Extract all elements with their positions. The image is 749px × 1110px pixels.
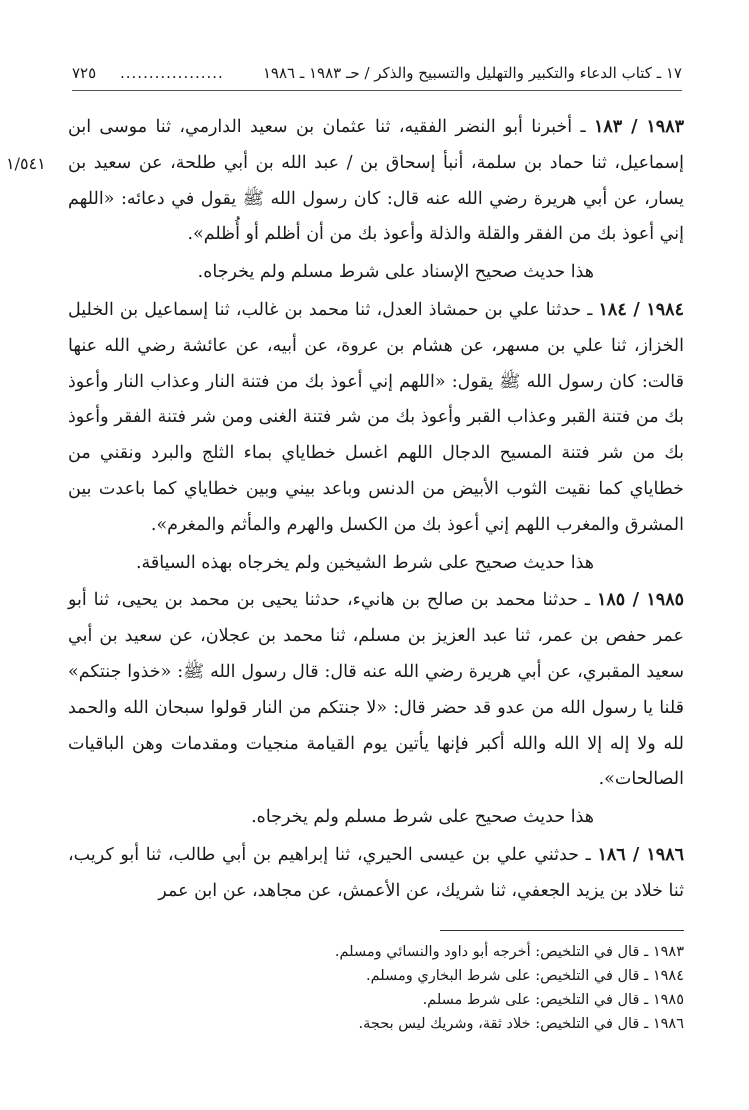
footnote: ١٩٨٦ ـ قال في التلخيص: خلاد ثقة، وشريك ليس بحجة. (358, 1016, 684, 1032)
hadith-verdict: هذا حديث صحيح الإسناد على شرط مسلم ولم يخرجاه. (197, 262, 594, 283)
page-number: ٧٢٥ (72, 64, 97, 82)
footnote: ١٩٨٣ ـ قال في التلخيص: أخرجه أبو داود والنسائي ومسلم. (334, 944, 684, 960)
footnotes (68, 940, 684, 1036)
hadith-text: ـ أخبرنا أبو النضر الفقيه، ثنا عثمان بن سعيد الدارمي، ثنا موسى ابن إسماعيل، ثنا حماد بن سلمة، أنبأ إسحاق بن / عبد الله بن أبي طلحة، عن سعيد بن يسار، عن أبي هريرة رضي الله عنه قال: كان رسول الله ﷺ يقول في دعائه: «اللهم إني أعوذ بك من الفقر والقلة والذلة وأعوذ بك من أن أظلم أو أُظلم». (68, 117, 684, 245)
hadith-text: ـ حدثني علي بن عيسى الحيري، ثنا إبراهيم بن أبي طالب، ثنا أبو كريب، ثنا خلاد بن يزيد الجعفي، ثنا شريك، عن الأعمش، عن مجاهد، عن ابن عمر (68, 844, 684, 901)
hadith-number: ١٩٨٦ / ١٨٦ (597, 844, 684, 865)
main-text (68, 110, 684, 910)
header-leader-dots: .................. (120, 64, 224, 82)
hadith-number: ١٩٨٤ / ١٨٤ (598, 299, 684, 320)
hadith-paragraph (68, 838, 684, 910)
hadith-text: ـ حدثنا علي بن حمشاذ العدل، ثنا محمد بن غالب، ثنا إسماعيل بن الخليل الخزاز، ثنا علي بن مسهر، عن هشام بن عروة، عن أبيه، عن عائشة رضي الله عنها قالت: كان رسول الله ﷺ يقول: «اللهم إني أعوذ بك من فتنة النار وعذاب النار وأعوذ بك من فتنة القبر وعذاب القبر وأعوذ بك من شر فتنة الغنى ومن شر فتنة الفقر وأعوذ بك من شر فتنة المسيح الدجال اللهم اغسل خطاياي بماء الثلج والبرد ونقني من خطاياي كما نقيت الثوب الأبيض من الدنس وباعد بيني وبين خطاياي كما باعدت بين المشرق والمغرب اللهم إني أعوذ بك من الكسل والهرم والمأثم والمغرم». (68, 299, 684, 535)
header-title: ١٧ ـ كتاب الدعاء والتكبير والتهليل والتسبيح والذكر / حـ ١٩٨٣ ـ ١٩٨٦ (262, 64, 682, 82)
hadith-number: ١٩٨٣ / ١٨٣ (593, 117, 684, 137)
hadith-verdict: هذا حديث صحيح على شرط الشيخين ولم يخرجاه بهذه السياقة. (135, 552, 594, 573)
hadith-text: ـ حدثنا محمد بن صالح بن هانيء، حدثنا يحيى بن محمد بن يحيى، ثنا أبو عمر حفص بن عمر، ثنا عبد العزيز بن مسلم، ثنا محمد بن عجلان، عن سعيد بن أبي سعيد المقبري، عن أبي هريرة رضي الله عنه قال: قال رسول الله ﷺ: «خذوا جنتكم» قلنا يا رسول الله من عدو قد حضر قال: «لا جنتكم من النار قولوا سبحان الله والحمد لله ولا إله إلا الله والله أكبر فإنها يأتين يوم القيامة منجيات ومقدمات وهن الباقيات الصالحات». (68, 590, 684, 790)
hadith-paragraph (68, 293, 684, 544)
hadith-paragraph (68, 583, 684, 798)
hadith-verdict: هذا حديث صحيح على شرط مسلم ولم يخرجاه. (251, 807, 594, 828)
hadith-paragraph (68, 110, 684, 253)
footnote: ١٩٨٥ ـ قال في التلخيص: على شرط مسلم. (422, 992, 684, 1008)
margin-reference: ١/٥٤١ (6, 154, 46, 173)
footnote: ١٩٨٤ ـ قال في التلخيص: على شرط البخاري ومسلم. (366, 968, 684, 984)
header-divider (72, 90, 682, 91)
running-header (72, 58, 682, 88)
hadith-number: ١٩٨٥ / ١٨٥ (596, 590, 684, 611)
footnote-divider (440, 930, 684, 931)
